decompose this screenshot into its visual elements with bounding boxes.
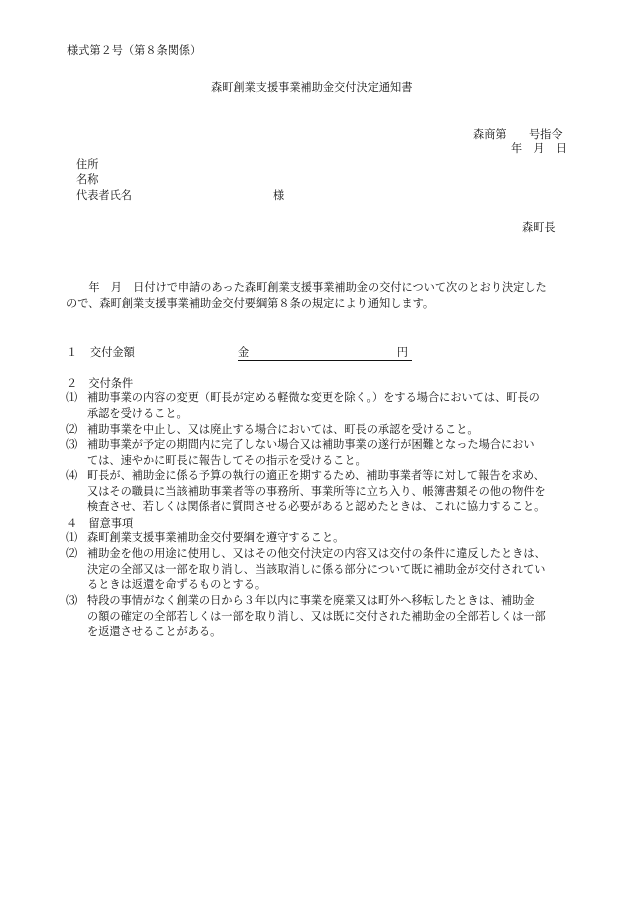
item-text-line: 補助金を他の用途に使用し、又はその他交付決定の内容又は交付の条件に違反したときは、 — [87, 547, 546, 560]
name-label: 名称 — [76, 173, 99, 186]
document-date: 年 月 日 — [511, 142, 567, 155]
item-number: ⑴ — [66, 531, 78, 544]
section2-heading: ２ 交付条件 — [66, 377, 134, 390]
item-text-line: 補助事業の内容の変更（町長が定める軽微な変更を除く。）をする場合においては、町長の — [87, 391, 540, 404]
section1-number: １ — [66, 346, 78, 359]
item-number: ⑷ — [66, 469, 78, 482]
item-text-line: 補助事業が予定の期間内に完了しない場合又は補助事業の遂行が困難となった場合におい — [87, 438, 535, 451]
sender-name: 森町長 — [522, 221, 556, 234]
section1-label: 交付金額 — [90, 346, 135, 359]
item-text-line: の額の確定の全部若しくは一部を取り消し、又は既に交付された補助金の全部若しくは一部 — [87, 609, 546, 623]
form-label: 様式第２号（第８条関係） — [67, 44, 202, 57]
item-text-line: 又はその職員に当該補助事業者等の事務所、事業所等に立ち入り、帳簿書類その他の物件を — [87, 484, 546, 498]
item-text-line: 特段の事情がなく創業の日から３年以内に事業を廃業又は町外へ移転したときは、補助金 — [87, 594, 535, 607]
item-text-line: 森町創業支援事業補助金交付要綱を遵守すること。 — [87, 531, 345, 544]
item-text-line: 決定の全部又は一部を取り消し、当該取消しに係る部分について既に補助金が交付されてい — [87, 562, 546, 576]
item-text-line: 補助事業を中止し、又は廃止する場合においては、町長の承認を受けること。 — [87, 423, 479, 436]
document-number: 森商第 号指令 — [473, 128, 563, 141]
item-text-line: を返還させることがある。 — [87, 625, 222, 639]
document-title: 森町創業支援事業補助金交付決定通知書 — [211, 81, 413, 94]
item-text-line: 町長が、補助金に係る予算の執行の適正を期するため、補助事業者等に対して報告を求め、 — [87, 469, 545, 482]
item-text-line: るときは返還を命ずるものとする。 — [87, 578, 267, 592]
representative-label: 代表者氏名 — [76, 189, 132, 202]
item-text-line: 承認を受けること。 — [87, 406, 188, 420]
item-text-line: 検査させ、若しくは関係者に質問させる必要があると認めたときは、これに協力すること。 — [87, 500, 546, 514]
honorific: 様 — [273, 189, 285, 202]
item-number: ⑶ — [66, 438, 78, 451]
item-number: ⑶ — [66, 594, 78, 607]
item-number: ⑴ — [66, 391, 78, 404]
item-number: ⑵ — [66, 547, 78, 560]
section4-heading: ４ 留意事項 — [66, 517, 134, 530]
amount-suffix: 円 — [396, 346, 408, 359]
item-number: ⑵ — [66, 423, 78, 436]
address-label: 住所 — [76, 158, 99, 171]
amount-field — [238, 347, 412, 361]
intro-line-1: 年 月 日付けで申請のあった森町創業支援事業補助金の交付について次のとおり決定した — [66, 281, 547, 294]
item-text-line: ては、速やかに町長に報告してその指示を受けること。 — [87, 453, 367, 467]
intro-line-2: ので、森町創業支援事業補助金交付要綱第８条の規定により通知します。 — [66, 297, 435, 310]
amount-prefix: 金 — [238, 346, 250, 359]
